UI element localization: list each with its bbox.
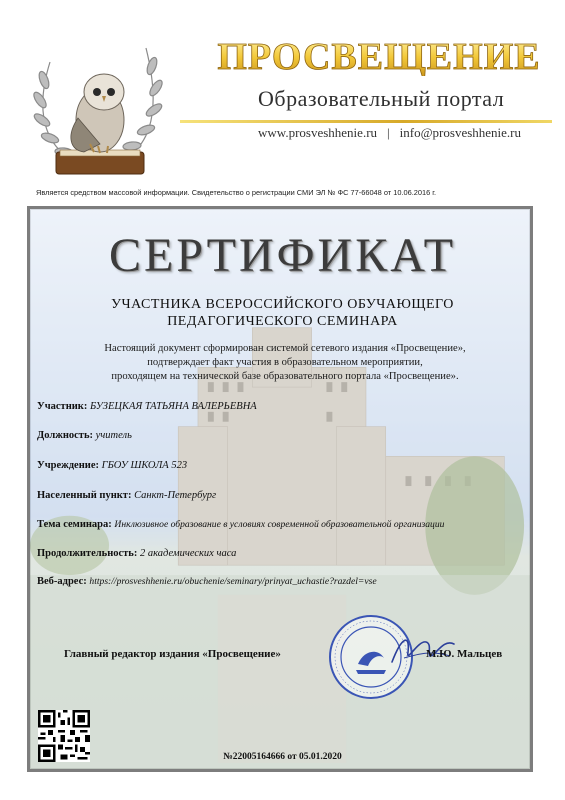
locality-value: Санкт-Петербург <box>134 490 217 501</box>
media-registration-note: Является средством массовой информации. Свидетельство о регистрации СМИ ЭЛ № ФС 77-66048 от 10.06.2016 г. <box>36 188 437 197</box>
participant-value: БУЗЕЦКАЯ ТАТЬЯНА ВАЛЕРЬЕВНА <box>89 401 257 412</box>
position-value: учитель <box>95 430 132 441</box>
institution-label: Учреждение: <box>37 460 99 471</box>
certificate-subtitle <box>0 296 565 330</box>
locality-label: Населенный пункт: <box>37 490 132 501</box>
web-address-label: Веб-адрес: <box>37 576 87 587</box>
contact-separator: | <box>387 125 390 140</box>
intro-text <box>60 342 510 384</box>
position-row <box>37 430 132 441</box>
website-link[interactable]: www.prosveshhenie.ru <box>258 125 378 140</box>
svg-text:ПРОСВЕЩЕНИЕ: ПРОСВЕЩЕНИЕ <box>217 36 541 76</box>
certificate-number: №22005164666 от 05.01.2020 <box>223 752 342 762</box>
email-link[interactable]: info@prosveshhenie.ru <box>399 125 522 140</box>
certificate-frame <box>27 206 533 772</box>
institution-value: ГБОУ ШКОЛА 523 <box>101 460 188 471</box>
institution-row <box>37 460 187 471</box>
editor-label: Главный редактор издания «Просвещение» <box>64 648 281 660</box>
owl-logo <box>28 40 168 182</box>
contact-line <box>258 125 521 141</box>
brand-title <box>214 36 544 76</box>
duration-row <box>37 548 236 559</box>
header-divider <box>180 120 552 123</box>
locality-row <box>37 490 216 501</box>
intro-line-1: Настоящий документ сформирован системой сетевого издания «Просвещение», <box>104 343 466 354</box>
subtitle-line-1: УЧАСТНИКА ВСЕРОССИЙСКОГО ОБУЧАЮЩЕГО <box>111 297 454 312</box>
background-building-photo <box>30 209 530 769</box>
intro-line-3: проходящем на технической базе образовательного портала «Просвещение». <box>111 371 459 382</box>
portal-subtitle: Образовательный портал <box>258 86 505 111</box>
subtitle-line-2: ПЕДАГОГИЧЕСКОГО СЕМИНАРА <box>167 314 398 329</box>
position-label: Должность: <box>37 430 94 441</box>
editor-name: М.Ю. Мальцев <box>426 648 503 660</box>
seminar-topic-label: Тема семинара: <box>37 519 112 530</box>
web-address-value[interactable]: https://prosveshhenie.ru/obuchenie/seminary/prinyat_uchastie?razdel=vse <box>89 576 377 587</box>
web-address-row <box>37 576 377 587</box>
participant-label: Участник: <box>37 401 88 412</box>
duration-label: Продолжительность: <box>37 548 138 559</box>
intro-line-2: подтверждает факт участия в образовательном мероприятии, <box>147 357 423 368</box>
participant-row <box>37 401 257 412</box>
duration-value: 2 академических часа <box>140 548 237 559</box>
seminar-topic-row <box>37 519 444 530</box>
seminar-topic-value: Инклюзивное образование в условиях современной образовательной организации <box>114 519 445 530</box>
certificate-title: СЕРТИФИКАТ <box>109 229 456 282</box>
